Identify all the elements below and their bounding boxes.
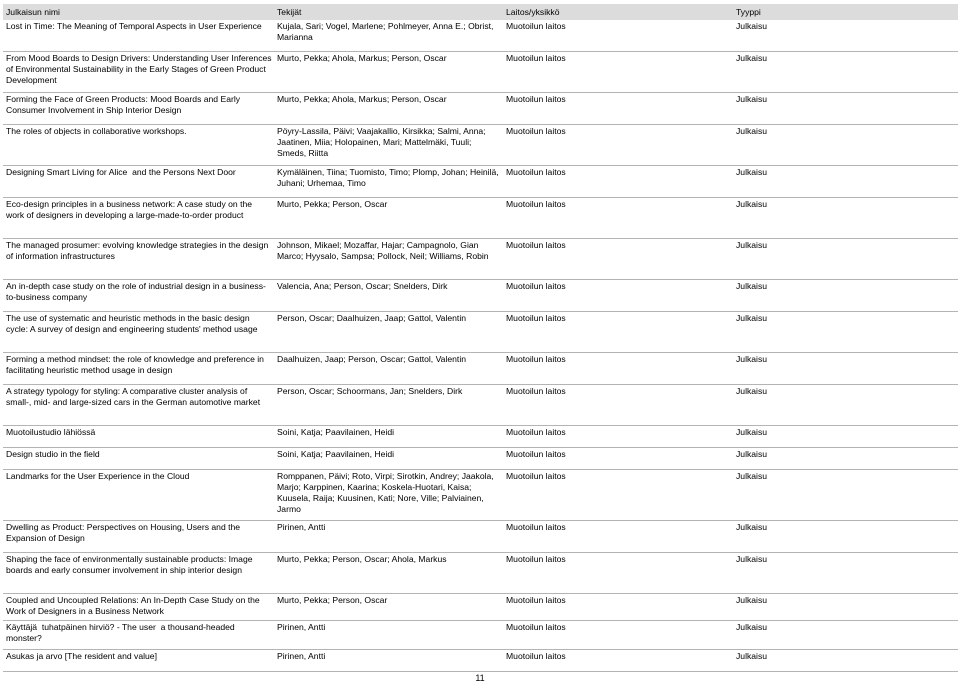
publication-title: From Mood Boards to Design Drivers: Understanding User Inferences of Environmental Sustainability in the Early Stages of Green Product Development <box>6 53 272 85</box>
header-authors: Tekijät <box>274 4 503 20</box>
publication-authors-cell <box>274 470 503 521</box>
publication-type: Julkaisu <box>736 595 768 605</box>
publication-title-cell <box>3 621 274 650</box>
table-row <box>3 594 958 621</box>
publication-type: Julkaisu <box>736 622 768 632</box>
publication-title-cell <box>3 650 274 672</box>
publication-title-cell <box>3 553 274 594</box>
publication-authors-cell <box>274 280 503 312</box>
publication-unit: Muotoilun laitos <box>506 281 566 291</box>
publication-type-cell <box>733 280 958 312</box>
publication-authors-cell <box>274 93 503 125</box>
publication-title: Lost in Time: The Meaning of Temporal Aspects in User Experience <box>6 21 262 31</box>
publication-type: Julkaisu <box>736 240 768 250</box>
publication-type-cell <box>733 198 958 239</box>
publication-type: Julkaisu <box>736 522 768 532</box>
publication-unit-cell <box>503 239 733 280</box>
publication-type-cell <box>733 93 958 125</box>
publication-unit: Muotoilun laitos <box>506 449 566 459</box>
publication-unit-cell <box>503 52 733 93</box>
publication-type-cell <box>733 470 958 521</box>
publication-unit-cell <box>503 198 733 239</box>
publication-authors-cell <box>274 198 503 239</box>
publication-type: Julkaisu <box>736 313 768 323</box>
publication-type: Julkaisu <box>736 651 768 661</box>
publication-type-cell <box>733 426 958 448</box>
publication-authors: Pöyry-Lassila, Päivi; Vaajakallio, Kirsikka; Salmi, Anna; Jaatinen, Miia; Holopainen, Mari; Mattelmäki, Tuuli; Smeds, Riitta <box>277 126 486 158</box>
publication-authors: Daalhuizen, Jaap; Person, Oscar; Gattol, Valentin <box>277 354 467 364</box>
publication-unit-cell <box>503 280 733 312</box>
header-title: Julkaisun nimi <box>3 4 274 20</box>
publication-unit: Muotoilun laitos <box>506 471 566 481</box>
publication-title-cell <box>3 239 274 280</box>
publication-authors: Murto, Pekka; Person, Oscar <box>277 199 388 209</box>
publication-unit-cell <box>503 448 733 470</box>
publication-title-cell <box>3 353 274 385</box>
publication-title-cell <box>3 594 274 621</box>
publication-type: Julkaisu <box>736 386 768 396</box>
publication-unit-cell <box>503 426 733 448</box>
publication-title-cell <box>3 312 274 353</box>
publication-unit-cell <box>503 312 733 353</box>
publication-unit: Muotoilun laitos <box>506 622 566 632</box>
publication-unit-cell <box>503 470 733 521</box>
publication-authors-cell <box>274 650 503 672</box>
publication-authors: Murto, Pekka; Ahola, Markus; Person, Oscar <box>277 94 447 104</box>
publication-title-cell <box>3 166 274 198</box>
publication-unit-cell <box>503 621 733 650</box>
publication-type-cell <box>733 239 958 280</box>
publication-type-cell <box>733 521 958 553</box>
publication-type-cell <box>733 621 958 650</box>
table-row <box>3 125 958 166</box>
publication-type: Julkaisu <box>736 354 768 364</box>
publication-authors-cell <box>274 52 503 93</box>
publication-type: Julkaisu <box>736 167 768 177</box>
publication-type: Julkaisu <box>736 126 768 136</box>
publication-title: Design studio in the field <box>6 449 100 459</box>
publication-authors: Kymäläinen, Tiina; Tuomisto, Timo; Plomp, Johan; Heinilä, Juhani; Urhemaa, Timo <box>277 167 499 188</box>
publication-type-cell <box>733 125 958 166</box>
publication-unit-cell <box>503 353 733 385</box>
publication-title-cell <box>3 52 274 93</box>
publication-title: Coupled and Uncoupled Relations: An In-Depth Case Study on the Work of Designers in a Business Network <box>6 595 260 616</box>
publication-unit: Muotoilun laitos <box>506 126 566 136</box>
publication-authors-cell <box>274 239 503 280</box>
table-row <box>3 621 958 650</box>
publication-unit: Muotoilun laitos <box>506 240 566 250</box>
publication-unit: Muotoilun laitos <box>506 554 566 564</box>
publication-type: Julkaisu <box>736 427 768 437</box>
publication-title-cell <box>3 426 274 448</box>
publication-authors: Person, Oscar; Schoormans, Jan; Snelders, Dirk <box>277 386 463 396</box>
publication-unit-cell <box>503 594 733 621</box>
publication-authors: Johnson, Mikael; Mozaffar, Hajar; Campagnolo, Gian Marco; Hyysalo, Sampsa; Pollock, Neil; Williams, Robin <box>277 240 489 261</box>
publication-unit: Muotoilun laitos <box>506 313 566 323</box>
publication-authors: Soini, Katja; Paavilainen, Heidi <box>277 427 395 437</box>
publication-title: An in-depth case study on the role of industrial design in a business-to-business company <box>6 281 266 302</box>
publication-type-cell <box>733 594 958 621</box>
publication-title-cell <box>3 448 274 470</box>
publication-type-cell <box>733 353 958 385</box>
publication-title: Forming the Face of Green Products: Mood Boards and Early Consumer Involvement in Ship Interior Design <box>6 94 241 115</box>
table-row <box>3 198 958 239</box>
publication-title: The managed prosumer: evolving knowledge strategies in the design of information infrastructures <box>6 240 269 261</box>
publication-title: Landmarks for the User Experience in the Cloud <box>6 471 190 481</box>
publication-unit: Muotoilun laitos <box>506 522 566 532</box>
table-row <box>3 385 958 426</box>
publications-body <box>3 20 958 672</box>
publication-authors: Valencia, Ana; Person, Oscar; Snelders, Dirk <box>277 281 448 291</box>
publication-authors-cell <box>274 448 503 470</box>
publication-unit: Muotoilun laitos <box>506 386 566 396</box>
publication-authors-cell <box>274 20 503 52</box>
publication-type: Julkaisu <box>736 554 768 564</box>
publication-unit-cell <box>503 93 733 125</box>
publication-unit: Muotoilun laitos <box>506 427 566 437</box>
publication-title: Shaping the face of environmentally sustainable products: Image boards and early consumer involvement in ship interior design <box>6 554 253 575</box>
publication-authors: Pirinen, Antti <box>277 522 326 532</box>
publication-authors: Pirinen, Antti <box>277 651 326 661</box>
publication-title-cell <box>3 93 274 125</box>
publication-type: Julkaisu <box>736 94 768 104</box>
publication-title: Käyttäjä tuhatpäinen hirviö? - The user a thousand-headed monster? <box>6 622 235 643</box>
table-row <box>3 52 958 93</box>
publication-authors-cell <box>274 166 503 198</box>
header-unit: Laitos/yksikkö <box>503 4 733 20</box>
publication-type: Julkaisu <box>736 449 768 459</box>
publication-unit: Muotoilun laitos <box>506 53 566 63</box>
table-row <box>3 650 958 672</box>
publication-unit-cell <box>503 553 733 594</box>
publication-unit: Muotoilun laitos <box>506 199 566 209</box>
table-row <box>3 553 958 594</box>
publication-type-cell <box>733 448 958 470</box>
header-type: Tyyppi <box>733 4 958 20</box>
publication-authors-cell <box>274 426 503 448</box>
publication-type-cell <box>733 20 958 52</box>
page-number: 11 <box>475 673 485 683</box>
publication-unit: Muotoilun laitos <box>506 167 566 177</box>
publication-authors: Soini, Katja; Paavilainen, Heidi <box>277 449 395 459</box>
publication-unit-cell <box>503 125 733 166</box>
publication-title-cell <box>3 198 274 239</box>
publication-type-cell <box>733 166 958 198</box>
header-row <box>3 4 958 20</box>
publication-title: Designing Smart Living for Alice and the Persons Next Door <box>6 167 236 177</box>
table-row <box>3 20 958 52</box>
table-row <box>3 426 958 448</box>
table-row <box>3 93 958 125</box>
publication-unit-cell <box>503 20 733 52</box>
publication-title-cell <box>3 521 274 553</box>
publication-type-cell <box>733 650 958 672</box>
publication-title: Muotoilustudio lähiössä <box>6 427 96 437</box>
publication-authors-cell <box>274 521 503 553</box>
table-row <box>3 166 958 198</box>
publication-title: Forming a method mindset: the role of knowledge and preference in facilitating heuristic method usage in design <box>6 354 264 375</box>
publication-authors-cell <box>274 594 503 621</box>
publication-title: The use of systematic and heuristic methods in the basic design cycle: A survey of design and engineering students' method usage <box>6 313 258 334</box>
publication-type: Julkaisu <box>736 199 768 209</box>
table-row <box>3 239 958 280</box>
publication-type: Julkaisu <box>736 53 768 63</box>
publication-title-cell <box>3 20 274 52</box>
publication-title-cell <box>3 280 274 312</box>
publication-type: Julkaisu <box>736 281 768 291</box>
table-row <box>3 521 958 553</box>
publication-authors: Romppanen, Päivi; Roto, Virpi; Sirotkin, Andrey; Jaakola, Marjo; Karppinen, Kaarina; Koskela-Huotari, Kaisa; Kuusela, Raija; Kuusinen, Kati; Nore, Ville; Palviainen, Jarmo <box>277 471 494 514</box>
publication-unit-cell <box>503 385 733 426</box>
publication-authors-cell <box>274 553 503 594</box>
publication-type-cell <box>733 385 958 426</box>
table-row <box>3 353 958 385</box>
publication-title: A strategy typology for styling: A comparative cluster analysis of small-, mid- and large-sized cars in the German automotive market <box>6 386 261 407</box>
publication-unit: Muotoilun laitos <box>506 21 566 31</box>
publication-authors-cell <box>274 125 503 166</box>
publication-authors: Kujala, Sari; Vogel, Marlene; Pohlmeyer, Anna E.; Obrist, Marianna <box>277 21 494 42</box>
publication-authors-cell <box>274 385 503 426</box>
publication-unit: Muotoilun laitos <box>506 94 566 104</box>
publication-authors-cell <box>274 621 503 650</box>
publication-authors-cell <box>274 353 503 385</box>
publication-unit-cell <box>503 650 733 672</box>
publication-unit-cell <box>503 521 733 553</box>
table-row <box>3 312 958 353</box>
publication-unit-cell <box>503 166 733 198</box>
publication-type-cell <box>733 52 958 93</box>
table-row <box>3 448 958 470</box>
publication-authors-cell <box>274 312 503 353</box>
publication-title: Dwelling as Product: Perspectives on Housing, Users and the Expansion of Design <box>6 522 241 543</box>
publication-authors: Murto, Pekka; Ahola, Markus; Person, Oscar <box>277 53 447 63</box>
publication-authors: Murto, Pekka; Person, Oscar; Ahola, Markus <box>277 554 447 564</box>
publication-authors: Pirinen, Antti <box>277 622 326 632</box>
publication-unit: Muotoilun laitos <box>506 354 566 364</box>
publication-type-cell <box>733 553 958 594</box>
publication-unit: Muotoilun laitos <box>506 595 566 605</box>
publication-title-cell <box>3 385 274 426</box>
publication-unit: Muotoilun laitos <box>506 651 566 661</box>
publication-title: Asukas ja arvo [The resident and value] <box>6 651 157 661</box>
publication-type-cell <box>733 312 958 353</box>
table-row <box>3 470 958 521</box>
publication-title-cell <box>3 125 274 166</box>
publication-title: Eco-design principles in a business network: A case study on the work of designers in developing a large-made-to-order product <box>6 199 253 220</box>
publication-type: Julkaisu <box>736 21 768 31</box>
table-row <box>3 280 958 312</box>
publications-table <box>3 4 958 672</box>
publication-type: Julkaisu <box>736 471 768 481</box>
publication-title-cell <box>3 470 274 521</box>
publication-authors: Murto, Pekka; Person, Oscar <box>277 595 388 605</box>
publication-title: The roles of objects in collaborative workshops. <box>6 126 187 136</box>
publication-authors: Person, Oscar; Daalhuizen, Jaap; Gattol, Valentin <box>277 313 467 323</box>
